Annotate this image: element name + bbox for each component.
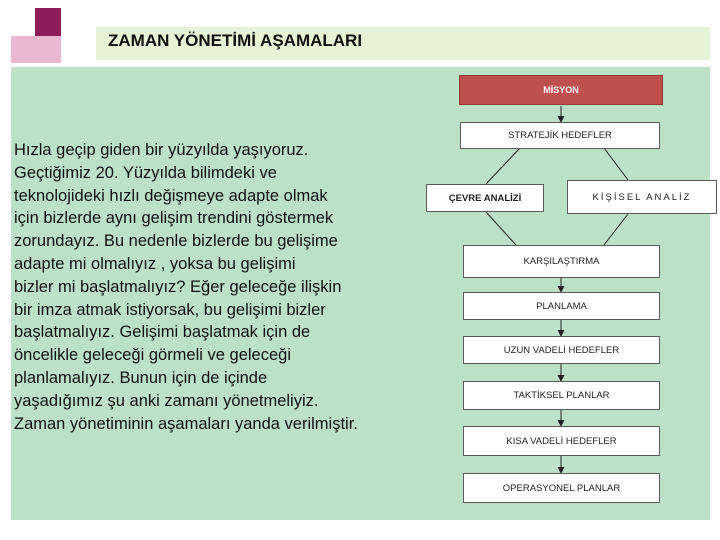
- operasyonel-planlar-box: OPERASYONEL PLANLAR: [463, 473, 660, 503]
- planlama-box: PLANLAMA: [463, 292, 660, 320]
- taktiksel-planlar-box: TAKTİKSEL PLANLAR: [463, 381, 660, 410]
- slide-title: ZAMAN YÖNETİMİ AŞAMALARI: [108, 31, 363, 50]
- kisa-vadeli-hedefler-box: KISA VADELİ HEDEFLER: [463, 426, 660, 456]
- stratejik-hedefler-box: STRATEJİK HEDEFLER: [460, 122, 660, 149]
- karsilastirma-box: KARŞILAŞTIRMA: [463, 245, 660, 278]
- body-paragraph: Hızla geçip giden bir yüzyılda yaşıyoruz. Geçtiğimiz 20. Yüzyılda bilimdeki ve teknolojideki hızlı değişmeye adapte olmak için bizlerde aynı gelişim trendini göstermek zorundayız. Bu nedenle bizlerde bu gelişime adapte mi olmalıyız , yoksa bu gelişimi bizler mi başlatmalıyız? Eğer geleceğe ilişkin bir imza atmak istiyorsak, bu gelişimi bizler başlatmalıyız. Gelişimi başlatmak için de öncelikle geleceği görmeli ve geleceği planlamalıyız. Bunun için de içinde yaşadığımız şu anki zamanı yönetmeliyiz. Zaman yönetiminin aşamaları yanda verilmiştir.: [14, 141, 358, 433]
- cevre-analizi-box: ÇEVRE ANALİZİ: [426, 184, 544, 212]
- corner-square-light: [11, 36, 61, 63]
- misyon-box: MİSYON: [459, 75, 663, 105]
- corner-line: [61, 0, 63, 66]
- kisisel-analiz-box: KİŞİSEL ANALİZ: [567, 180, 717, 214]
- uzun-vadeli-hedefler-box: UZUN VADELİ HEDEFLER: [463, 336, 660, 364]
